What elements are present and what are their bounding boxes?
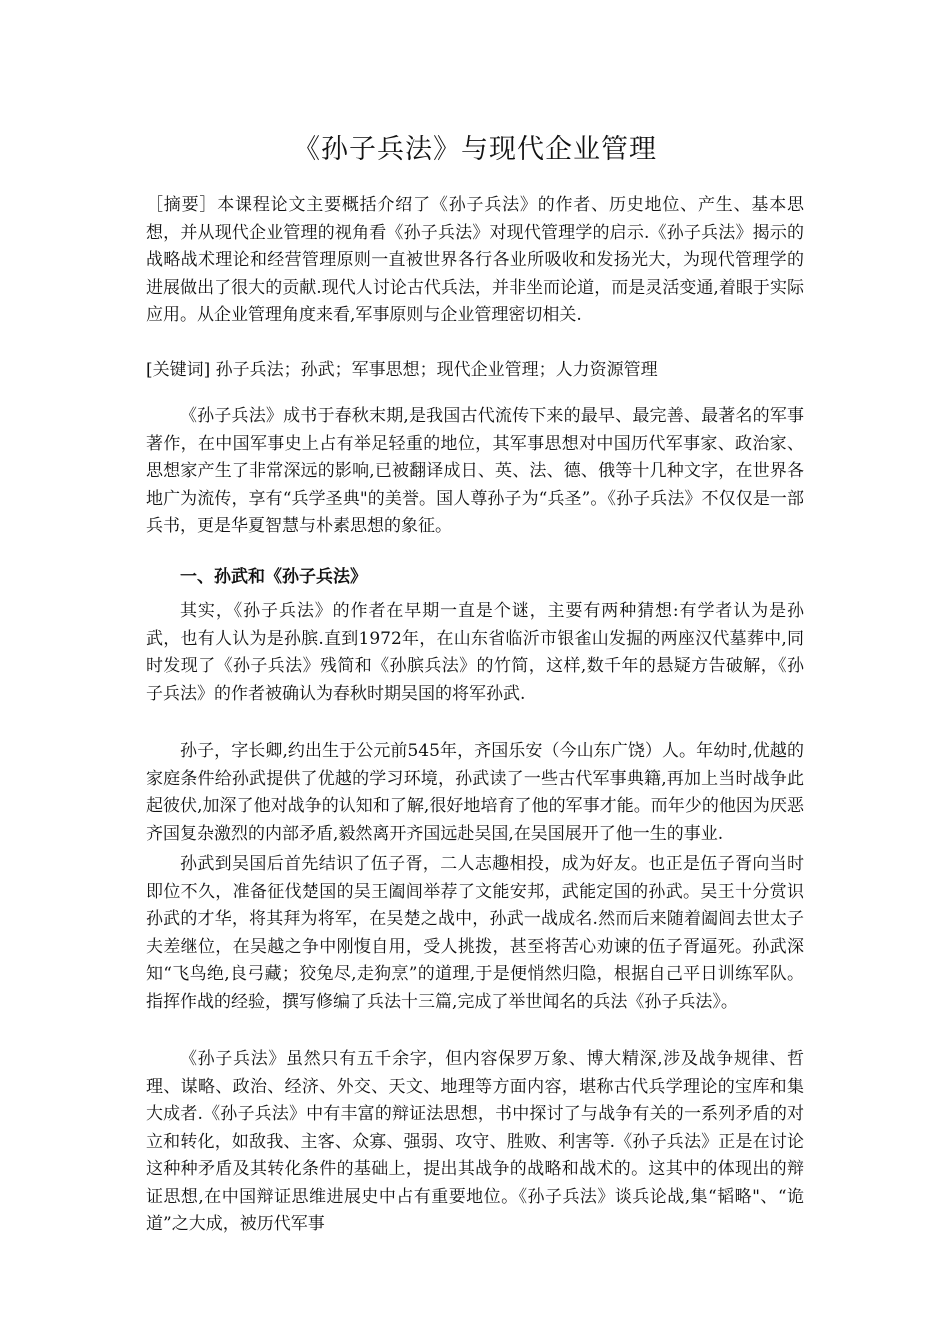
body-paragraph: 孙武到吴国后首先结识了伍子胥，二人志趣相投，成为好友。也正是伍子胥向当时即位不久，准备征伐楚国的吴王阖闾举荐了文能安邦，武能定国的孙武。吴王十分赏识孙武的才华，将其拜为将军，在吴楚之战中，孙武一战成名.然而后来随着阖闾去世太子夫差继位，在吴越之争中刚愎自用，受人挑拨，甚至将苦心劝谏的伍子胥逼死。孙武深知“飞鸟绝,良弓藏；狡兔尽,走狗烹”的道理,于是便悄然归隐，根据自己平日训练军队。指挥作战的经验，撰写修编了兵法十三篇,完成了举世闻名的兵法《孙子兵法》。 [146, 854, 804, 1012]
abstract-label: ［摘要］ [146, 195, 218, 215]
intro-paragraph: 《孙子兵法》成书于春秋末期,是我国古代流传下来的最早、最完善、最著名的军事著作，在中国军事史上占有举足轻重的地位，其军事思想对中国历代军事家、政治家、思想家产生了非常深远的影响,已被翻译成日、英、法、德、俄等十几种文字，在世界各地广为流传，享有“兵学圣典"的美誉。国人尊孙子为“兵圣”。《孙子兵法》不仅仅是一部兵书，更是华夏智慧与朴素思想的象征。 [146, 406, 804, 536]
body-paragraph: 孙子，字长卿,约出生于公元前545年，齐国乐安（今山东广饶）人。年幼时,优越的家庭条件给孙武提供了优越的学习环境，孙武读了一些古代军事典籍,再加上当时战争此起彼伏,加深了他对战争的认知和了解,很好地培育了他的军事才能。而年少的他因为厌恶齐国复杂激烈的内部矛盾,毅然离开齐国远赴吴国,在吴国展开了他一生的事业. [146, 741, 804, 844]
keywords [146, 357, 804, 385]
section-heading: 一、孙武和《孙子兵法》 [180, 567, 367, 587]
keywords-text: 孙子兵法；孙武；军事思想；现代企业管理；人力资源管理 [215, 360, 658, 380]
keywords-label: [关键词] [146, 360, 211, 380]
abstract [146, 192, 804, 330]
body-paragraph: 其实，《孙子兵法》的作者在早期一直是个谜，主要有两种猜想:有学者认为是孙武，也有人认为是孙膑.直到1972年，在山东省临沂市银雀山发掘的两座汉代墓葬中,同时发现了《孙子兵法》残简和《孙膑兵法》的竹简，这样,数千年的悬疑方告破解，《孙子兵法》的作者被确认为春秋时期吴国的将军孙武. [146, 601, 804, 704]
body-paragraph: 《孙子兵法》虽然只有五千余字，但内容保罗万象、博大精深,涉及战争规律、哲理、谋略、政治、经济、外交、天文、地理等方面内容，堪称古代兵学理论的宝库和集大成者.《孙子兵法》中有丰富的辩证法思想，书中探讨了与战争有关的一系列矛盾的对立和转化，如敌我、主客、众寡、强弱、攻守、胜败、利害等.《孙子兵法》正是在讨论这种种矛盾及其转化条件的基础上，提出其战争的战略和战术的。这其中的体现出的辩证思想,在中国辩证思维进展史中占有重要地位。《孙子兵法》谈兵论战,集“韬略"、“诡道”之大成，被历代军事 [146, 1049, 804, 1234]
abstract-text: 本课程论文主要概括介绍了《孙子兵法》的作者、历史地位、产生、基本思想，并从现代企业管理的视角看《孙子兵法》对现代管理学的启示.《孙子兵法》揭示的战略战术理论和经营管理原则一直被世界各行各业所吸收和发扬光大，为现代管理学的进展做出了很大的贡献.现代人讨论古代兵法，并非坐而论道，而是灵活变通,着眼于实际应用。从企业管理角度来看,军事原则与企业管理密切相关. [146, 195, 805, 325]
page-title: 《孙子兵法》与现代企业管理 [293, 134, 657, 165]
